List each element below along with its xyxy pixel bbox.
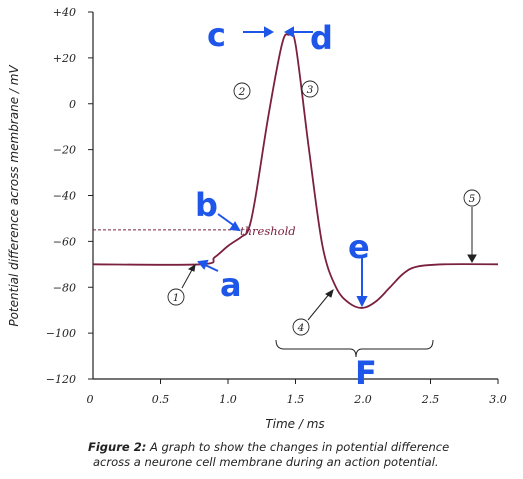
ink-arrowhead-c — [265, 28, 272, 36]
marker-4: 4 — [297, 322, 305, 334]
y-axis-title: Potential difference across membrane / mV — [7, 65, 21, 327]
ink-arrowhead-a — [199, 261, 207, 268]
handwritten-f: F — [355, 354, 377, 392]
y-tick-label: 0 — [69, 97, 76, 111]
marker-3: 3 — [306, 84, 314, 96]
y-tick-label: −40 — [52, 189, 76, 203]
handwritten-arrows — [199, 28, 366, 305]
threshold-label: threshold — [240, 224, 296, 238]
x-tick-label: 0.5 — [151, 393, 170, 406]
handwritten-e: e — [348, 228, 370, 266]
y-ticks — [46, 6, 93, 386]
y-tick-label: −100 — [45, 327, 76, 341]
marker-5: 5 — [468, 193, 476, 205]
handwritten-b: b — [195, 186, 218, 224]
x-tick-label: 1.5 — [286, 393, 305, 406]
handwritten-a: a — [220, 266, 242, 304]
handwritten-d: d — [310, 19, 333, 57]
y-tick-label: −120 — [45, 373, 76, 386]
y-tick-label: +40 — [52, 6, 76, 19]
caption-label: Figure 2: — [88, 440, 147, 454]
x-tick-label: 2.5 — [421, 393, 440, 406]
action-potential-curve — [93, 32, 498, 308]
arrowhead-1 — [189, 265, 195, 271]
y-tick-label: −20 — [52, 143, 76, 157]
y-tick-label: +20 — [52, 51, 76, 65]
arrow-4 — [308, 293, 330, 320]
handwritten-c: c — [207, 16, 226, 54]
y-tick-label: −80 — [52, 281, 76, 295]
y-tick-label: −60 — [52, 235, 76, 249]
arrow-1 — [182, 268, 193, 288]
figure-caption — [88, 440, 488, 470]
marker-2: 2 — [238, 86, 246, 98]
caption-line-2: across a neurone cell membrane during an action potential. — [93, 455, 439, 469]
x-tick-label: 3.0 — [489, 393, 507, 406]
marker-1: 1 — [172, 292, 180, 304]
caption-line-1: A graph to show the changes in potential difference — [149, 440, 450, 454]
x-axis-title: Time / ms — [265, 417, 325, 431]
x-tick-label: 2.0 — [354, 393, 372, 406]
ink-arrowhead-e — [358, 297, 366, 305]
arrowhead-5 — [468, 255, 476, 262]
x-tick-label: 1.0 — [219, 393, 237, 406]
x-tick-label: 0 — [86, 393, 94, 406]
x-ticks — [87, 379, 507, 406]
